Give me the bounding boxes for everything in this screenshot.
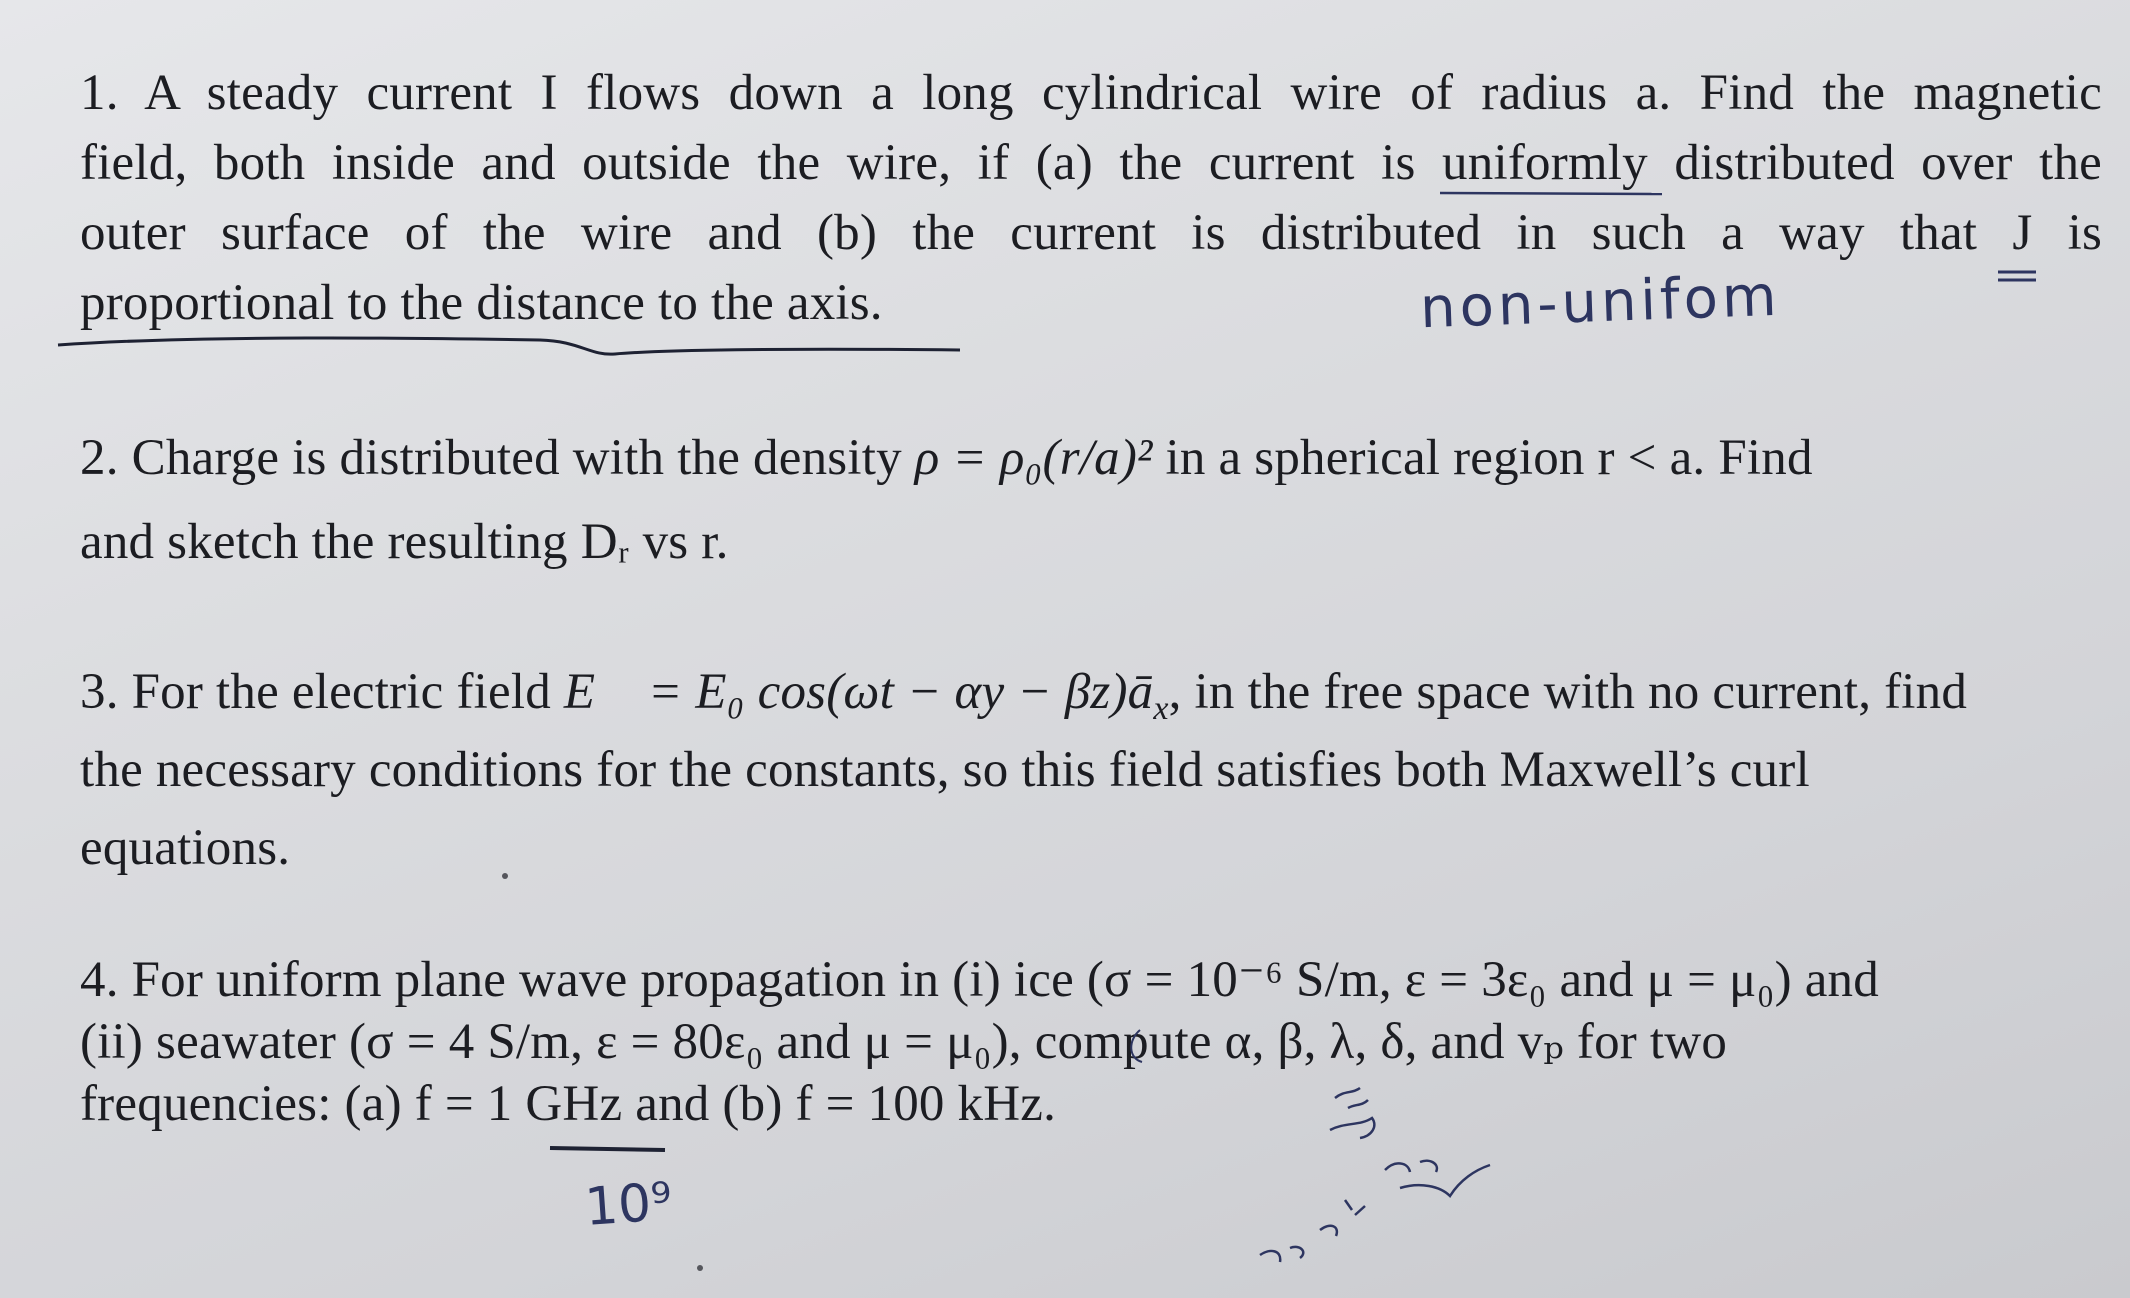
problem-3-text-before: For the electric field [131,664,551,720]
problem-4-number: 4. [80,952,119,1008]
j-double-underline-mark [1998,272,2036,280]
handwritten-ten-power-nine: 10⁹ [583,1172,675,1238]
problem-1-line-2: field, both inside and outside the wire, if (a) the current is uniformly distributed over the [80,135,2102,191]
problem-3-equation-subscript: x [1153,690,1169,728]
stray-dot [502,873,508,879]
wavy-underline-problem-1 [58,338,960,354]
pen-scribbles-bottom-right [1260,1088,1490,1262]
problem-3-line-1 [80,662,1967,739]
problem-4-line-3: frequencies: (a) f = 1 GHz and (b) f = 100 kHz. [80,1076,1057,1132]
problem-1-line-3: outer surface of the wire and (b) the current is distributed in such a way that J is [80,205,2102,261]
problem-3-line-2: the necessary conditions for the constants, so this field satisfies both Maxwell’s curl [80,742,1810,798]
problem-1-number: 1. [80,65,119,121]
problem-4-line-2: (ii) seawater (σ = 4 S/m, ε = 80ε₀ and μ = μ₀), compute α, β, λ, δ, and vₚ for two [80,1014,1728,1070]
underline-1-ghz [550,1148,665,1150]
problem-2-text-before: Charge is distributed with the density [131,430,902,486]
stray-dot-2 [697,1265,703,1271]
problem-2-number: 2. [80,430,119,486]
problem-1-line-4: proportional to the distance to the axis. [80,275,883,331]
problem-4-line-1 [80,950,1879,1010]
problem-2-text-after: in a spherical region r < a. Find [1165,430,1813,486]
problem-1-text-1: A steady current I flows down a long cylindrical wire of radius a. Find the magnetic [144,65,2102,121]
problem-3-line-3: equations. [80,820,291,876]
problem-3-equation [563,664,1169,728]
problem-2-line-1 [80,428,1813,488]
problem-3-number: 3. [80,664,119,720]
problem-4-text-1: For uniform plane wave propagation in (i) ice (σ = 10⁻⁶ S/m, ε = 3ε₀ and μ = μ₀) and [131,952,1879,1008]
handwritten-non-uniform-note: non-unifom [1418,263,1782,342]
pen-underline-uniformly [1440,193,1662,194]
problem-3-equation-main: E⃗ = E₀ cos(ωt − αy − βz)ā [563,664,1154,720]
problem-3-text-after: , in the free space with no current, find [1168,664,1968,720]
problem-2-equation: ρ = ρ₀(r/a)² [914,430,1153,486]
problem-1-line-1 [80,63,2102,123]
problem-2-line-2: and sketch the resulting Dᵣ vs r. [80,514,729,570]
